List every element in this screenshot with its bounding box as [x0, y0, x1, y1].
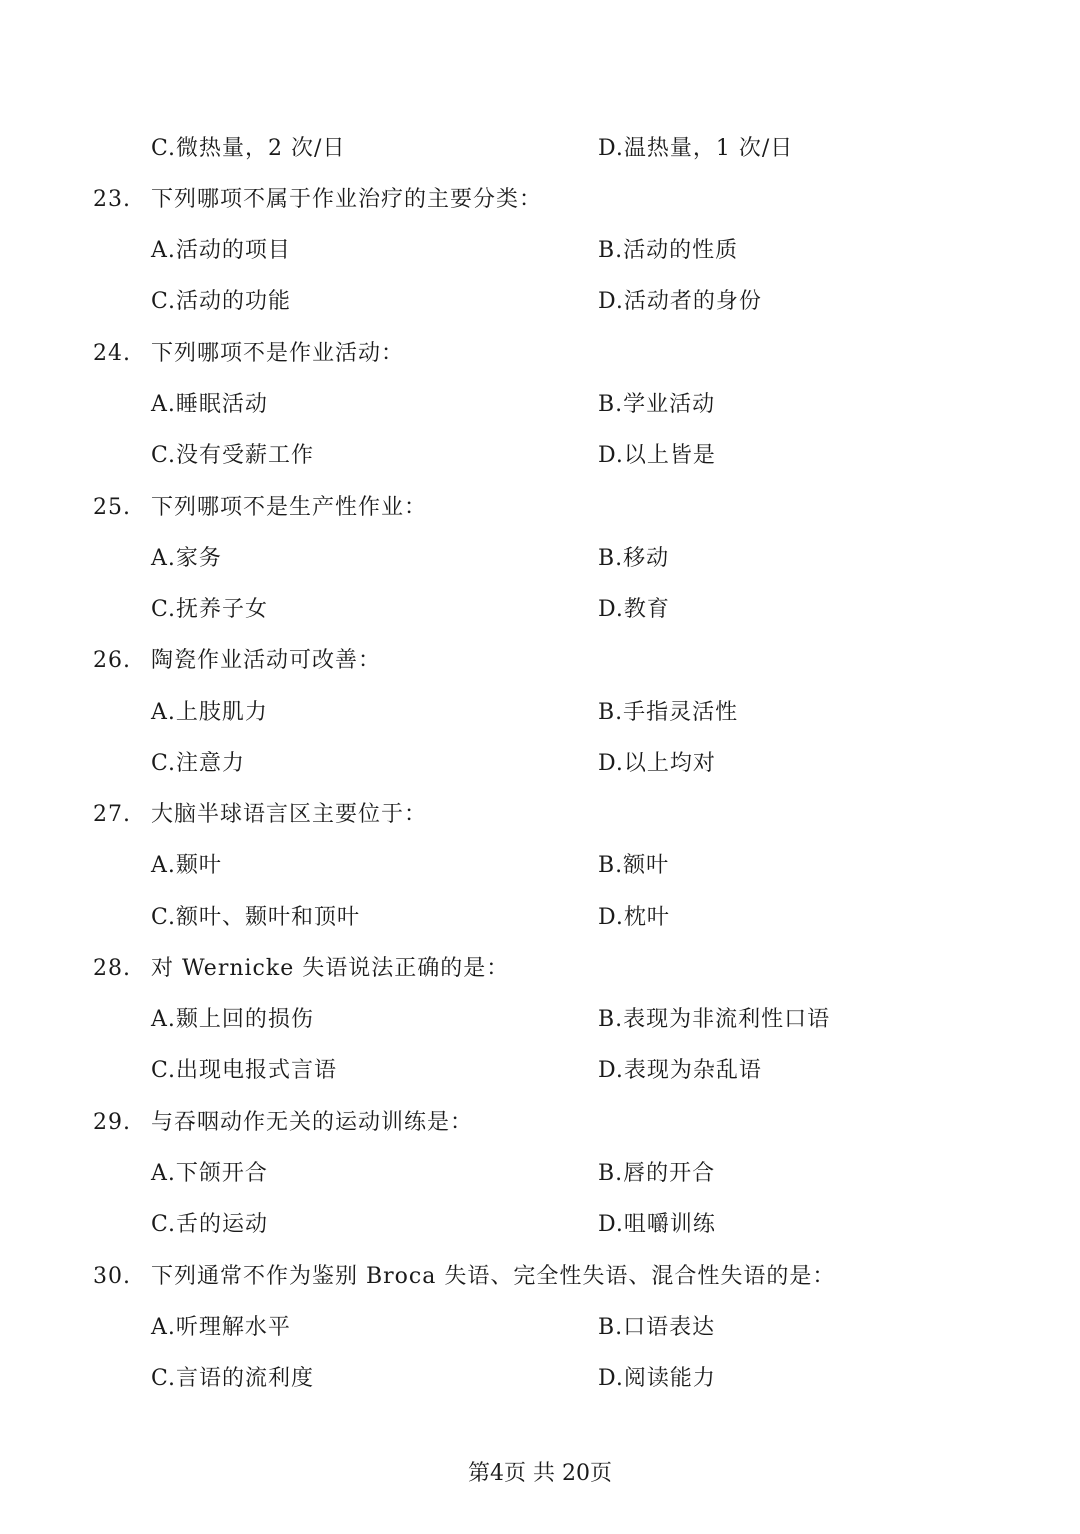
option-c: C.舌的运动	[151, 1212, 269, 1237]
question-text: 与吞咽动作无关的运动训练是：	[151, 1110, 474, 1135]
page-footer: 第4页 共 20页	[468, 1461, 612, 1486]
option-c: C.注意力	[151, 751, 246, 776]
question-number: 23.	[93, 187, 131, 212]
option-row	[0, 1359, 1080, 1399]
option-b: B.移动	[598, 546, 670, 571]
option-row	[0, 231, 1080, 271]
question-text: 下列哪项不是生产性作业：	[151, 495, 428, 520]
question-number: 24.	[93, 341, 131, 366]
question-26	[0, 641, 1080, 681]
option-a: A.听理解水平	[151, 1315, 291, 1340]
option-a: A.家务	[151, 546, 222, 571]
option-b: B.活动的性质	[598, 238, 739, 263]
option-c: C.没有受薪工作	[151, 443, 315, 468]
option-c: C.言语的流利度	[151, 1366, 315, 1391]
question-text: 大脑半球语言区主要位于：	[151, 802, 428, 827]
option-b: B.表现为非流利性口语	[598, 1007, 831, 1032]
option-c: C.微热量，2 次/日	[151, 136, 346, 161]
question-text: 下列通常不作为鉴别 Broca 失语、完全性失语、混合性失语的是：	[151, 1264, 836, 1289]
question-text: 对 Wernicke 失语说法正确的是：	[151, 956, 510, 981]
option-row	[0, 282, 1080, 322]
question-number: 28.	[93, 956, 131, 981]
option-d: D.咀嚼训练	[598, 1212, 716, 1237]
option-c: C.出现电报式言语	[151, 1058, 338, 1083]
option-row	[0, 436, 1080, 476]
question-25	[0, 488, 1080, 528]
option-row	[0, 898, 1080, 938]
option-row	[0, 1308, 1080, 1348]
option-row	[0, 129, 1080, 169]
option-b: B.额叶	[598, 853, 670, 878]
question-text: 下列哪项不是作业活动：	[151, 341, 405, 366]
option-d: D.温热量，1 次/日	[598, 136, 794, 161]
question-number: 30.	[93, 1264, 131, 1289]
option-a: A.上肢肌力	[151, 700, 268, 725]
option-c: C.抚养子女	[151, 597, 269, 622]
option-row	[0, 1000, 1080, 1040]
option-row	[0, 1051, 1080, 1091]
option-b: B.手指灵活性	[598, 700, 739, 725]
option-c: C.活动的功能	[151, 289, 292, 314]
question-text: 下列哪项不属于作业治疗的主要分类：	[151, 187, 543, 212]
option-row	[0, 590, 1080, 630]
question-24	[0, 334, 1080, 374]
option-d: D.表现为杂乱语	[598, 1058, 762, 1083]
question-number: 25.	[93, 495, 131, 520]
option-d: D.以上均对	[598, 751, 716, 776]
option-a: A.睡眠活动	[151, 392, 268, 417]
option-a: A.颞叶	[151, 853, 222, 878]
question-number: 26.	[93, 648, 131, 673]
option-d: D.活动者的身份	[598, 289, 762, 314]
option-row	[0, 1205, 1080, 1245]
option-row	[0, 744, 1080, 784]
question-23	[0, 180, 1080, 220]
option-a: A.颞上回的损伤	[151, 1007, 314, 1032]
question-28	[0, 949, 1080, 989]
option-d: D.阅读能力	[598, 1366, 716, 1391]
question-27	[0, 795, 1080, 835]
question-30	[0, 1257, 1080, 1297]
option-row	[0, 385, 1080, 425]
option-c: C.额叶、颞叶和顶叶	[151, 905, 361, 930]
option-row	[0, 846, 1080, 886]
option-row	[0, 1154, 1080, 1194]
question-number: 29.	[93, 1110, 131, 1135]
option-d: D.枕叶	[598, 905, 670, 930]
option-a: A.活动的项目	[151, 238, 291, 263]
option-b: B.学业活动	[598, 392, 716, 417]
option-row	[0, 693, 1080, 733]
option-row	[0, 539, 1080, 579]
question-text: 陶瓷作业活动可改善：	[151, 648, 382, 673]
option-b: B.口语表达	[598, 1315, 716, 1340]
option-d: D.以上皆是	[598, 443, 716, 468]
question-29	[0, 1103, 1080, 1143]
option-a: A.下颌开合	[151, 1161, 268, 1186]
question-number: 27.	[93, 802, 131, 827]
option-d: D.教育	[598, 597, 670, 622]
option-b: B.唇的开合	[598, 1161, 716, 1186]
